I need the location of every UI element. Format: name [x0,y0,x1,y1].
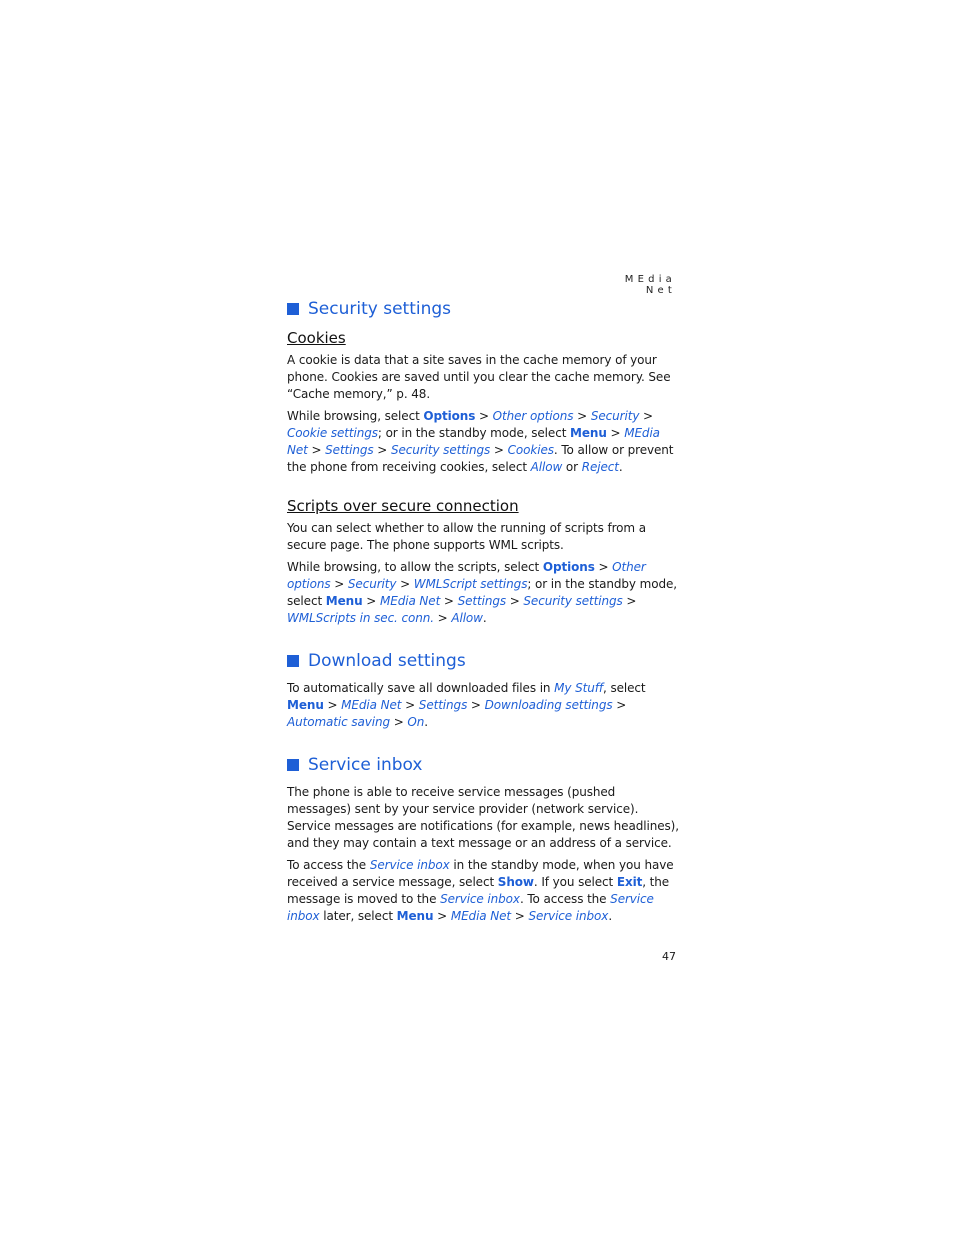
menu-command: Security [590,409,640,423]
menu-command: Cookies [507,443,554,457]
menu-command: Options [542,560,595,574]
text-run: > [467,698,485,712]
menu-command: Cookie settings [287,426,378,440]
text-run: . [424,715,428,729]
menu-command: Downloading settings [484,698,613,712]
text-run: > [622,594,637,608]
text-run: or [562,460,582,474]
menu-command: Other options [287,560,646,591]
section-title-inbox [287,754,679,776]
text-run: . If you select [533,875,617,889]
menu-command: MEdia Net [450,909,512,923]
page-number: 47 [662,950,676,963]
text-run: . [618,460,623,474]
text-run: > [307,443,326,457]
section-title-text: Security settings [308,299,452,319]
text-run: > [612,698,627,712]
paragraph-scripts-intro: You can select whether to allow the running of scripts from a secure page. The phone supports WML scripts. [287,521,646,552]
menu-command: Service inbox [440,892,520,906]
text-run: To access the [287,858,370,872]
square-bullet-icon [287,303,299,315]
paragraph-download-steps [287,680,679,731]
paragraph-cookies-steps [287,408,679,476]
text-run: > [401,698,419,712]
text-run: > [396,577,414,591]
menu-command: Security settings [523,594,623,608]
menu-command: Settings [325,443,374,457]
text-run: > [362,594,380,608]
menu-command: Automatic saving [287,715,391,729]
text-run: , the message is moved to the [287,875,670,906]
paragraph-cookies-intro: A cookie is data that a site saves in the cache memory of your phone. Cookies are saved until you clear the cache memory. See “Cache memory,” p. 48. [287,353,671,401]
running-header: MEdia Net [624,274,676,296]
text-run: > [606,426,625,440]
menu-command: Allow [451,611,483,625]
text-run: . To allow or prevent the phone from receiving cookies, select [287,443,674,474]
menu-command: MEdia Net [379,594,441,608]
text-run: > [573,409,591,423]
menu-command: Other options [492,409,574,423]
menu-command: Service inbox [528,909,609,923]
section-title-text: Download settings [308,651,466,671]
text-run: > [511,909,529,923]
text-run: in the standby mode, when you have received a service message, select [287,858,674,889]
menu-command: Reject [581,460,619,474]
text-run: > [506,594,524,608]
subheading-scripts: Scripts over secure connection [287,497,519,515]
menu-command: Menu [396,909,434,923]
text-run: > [440,594,458,608]
menu-command: WMLScripts in sec. conn. [287,611,434,625]
text-run: > [639,409,653,423]
menu-command: Menu [287,698,324,712]
text-run: . [608,909,613,923]
menu-command: My Stuff [554,681,604,695]
text-run: , select [603,681,646,695]
menu-command: MEdia Net [287,426,660,457]
menu-command: Allow [530,460,563,474]
text-run: > [433,611,452,625]
text-run: . [482,611,487,625]
text-run: . To access the [519,892,611,906]
section-title-text: Service inbox [308,755,423,775]
text-run: > [594,560,613,574]
text-run: > [433,909,451,923]
section-title-security [287,298,679,320]
menu-command: Service inbox [369,858,450,872]
text-run: > [373,443,391,457]
section-title-download [287,650,679,672]
paragraph-inbox-intro: The phone is able to receive service messages (pushed messages) sent by your service provider (network service). Service messages are notifications (for example, news headlines), and they may contain a text message or an address of a service. [287,785,679,850]
menu-command: Settings [418,698,468,712]
menu-command: Service inbox [287,892,654,923]
square-bullet-icon [287,655,299,667]
square-bullet-icon [287,759,299,771]
menu-command: On [407,715,425,729]
menu-command: Menu [325,594,363,608]
subheading-cookies: Cookies [287,329,346,347]
text-run: > [390,715,408,729]
text-run: ; or in the standby mode, select [287,577,677,608]
text-run: While browsing, to allow the scripts, select [287,560,543,574]
page-content [287,298,679,930]
menu-command: Show [497,875,534,889]
text-run: > [330,577,348,591]
text-run: To automatically save all downloaded files in [287,681,555,695]
menu-command: Security settings [390,443,491,457]
text-run: > [323,698,342,712]
menu-command: Settings [457,594,506,608]
menu-command: MEdia Net [341,698,402,712]
menu-command: Options [423,409,476,423]
menu-command: Menu [570,426,607,440]
text-run: ; or in the standby mode, select [377,426,571,440]
text-run: While browsing, select [287,409,424,423]
paragraph-scripts-steps [287,559,679,627]
paragraph-inbox-steps [287,857,679,925]
text-run: later, select [319,909,397,923]
menu-command: Security [347,577,397,591]
text-run: > [475,409,493,423]
text-run: > [490,443,508,457]
menu-command: Exit [616,875,643,889]
menu-command: WMLScript settings [413,577,528,591]
